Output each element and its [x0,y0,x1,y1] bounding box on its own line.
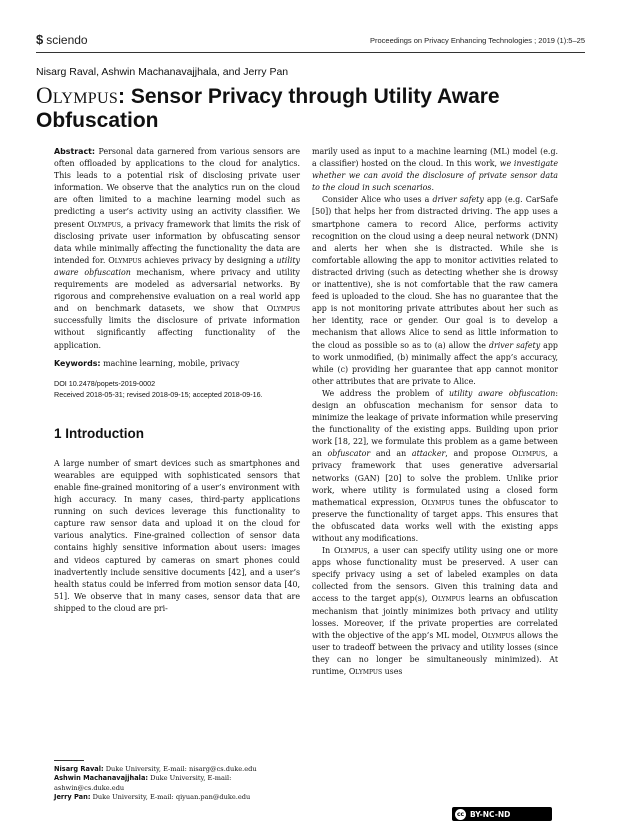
keywords-label: Keywords: [54,358,101,368]
title-olympus: Olympus [36,83,119,108]
right-paragraph-4: In Olympus, a user can specify utility using one or more apps whose functionality must be preserved. A user can specify privacy using a set of labeled examples on data collected from the sensors. Given this training data and access to the target app(s), Olympus learns an obfuscation mechanism that jointly minimizes both privacy and utility losses. Moreover, if the private properties are correlated with the objective of the app’s ML model, Olympus allows the user to tradeoff between the privacy and utility losses (since they can no longer be simultaneously minimized). At runtime, Olympus uses [312,546,558,677]
abstract: Abstract: Personal data garnered from various sensors are often offloaded by applications to the cloud for analytics. This leads to a potential risk of disclosing private user information. We observe that the analytics run on the cloud are often limited to a machine learning model such as predicting a user’s activity using an activity classifier. We present Olympus, a privacy framework that limits the risk of disclosing private user information by obfuscating sensor data while minimally affecting the functionality the data are intended for. Olympus achieves privacy by designing a utility aware obfuscation mechanism, where privacy and utility requirements are modeled as adversarial networks. By rigorous and comprehensive evaluation on a real world app and on benchmark datasets, we show that Olympus successfully limits the disclosure of private information without significantly affecting functionality of the application. [54,147,300,350]
sciendo-s-icon: $ [36,32,44,47]
logo-text: sciendo [46,32,88,47]
footnote-raval: Nisarg Raval: Duke University, E-mail: nisarg@cs.duke.edu [54,765,257,773]
author-list: Nisarg Raval, Ashwin Machanavajjhala, and Jerry Pan [36,66,289,78]
keywords: Keywords: machine learning, mobile, privacy [54,358,240,368]
license-text: BY-NC-ND [470,809,511,819]
author-footnotes [54,765,300,803]
page-header [36,30,585,52]
license-badge[interactable] [452,807,552,821]
sciendo-logo [36,32,88,47]
header-divider [36,52,585,53]
left-column [54,146,300,615]
footnote-rule [54,760,84,761]
cc-icon: cc [456,810,465,818]
journal-citation: Proceedings on Privacy Enhancing Technologies ; 2019 (1):5–25 [369,36,585,45]
right-paragraph-3: We address the problem of utility aware obfuscation: design an obfuscation mechanism for sensor data to minimize the leakage of private information while preserving the functionality of the existing apps. Building upon prior work [18, 22], we formulate this problem as a game between an obfuscator and an attacker, and propose Olympus, a privacy framework that uses generative adversarial networks (GAN) [20] to solve the problem. Unlike prior work, where utility is formulated using a closed form mathematical expression, Olympus tunes the obfuscator to preserve the functionality of target apps. This ensures that the obfuscated data works well with the existing apps without any modifications. [312,388,559,543]
received-dates: Received 2018-05-31; revised 2018-09-15; accepted 2018-09-16. [54,389,263,399]
title-rest: : Sensor Privacy through Utility Aware Obfuscation [36,85,500,132]
paper-title [36,84,586,133]
right-paragraph-1: marily used as input to a machine learning (ML) model (e.g. a classifier) hosted on the cloud. In this work, we investigate whether we can avoid the disclosure of private sensor data to the cloud in such scenarios. [312,147,558,193]
intro-paragraph: A large number of smart devices such as smartphones and wearables are equipped with sophisticated sensors that enable fine-grained monitoring of a user’s environment with high accuracy. In many cases, third-party applications running on such devices leverage this functionality to capture raw sensor data and upload it on the cloud for various analytics. Fine-grained collection of sensor data contains highly sensitive information about users: images and videos captured by cameras on smart phones could inadvertently include sensitive documents [42], and a user’s health status could be inferred from motion sensor data [40, 51]. We observe that in many cases, sensor data that are shipped to the cloud are pri- [54,458,300,613]
section-heading-introduction: 1 Introduction [54,425,144,441]
doi [54,378,300,400]
right-paragraph-2: Consider Alice who uses a driver safety app (e.g. CarSafe [50]) that helps her from distracted driving. The app uses a smartphone camera to record Alice, performs activity recognition on the cloud using a deep neural network (DNN) and alerts her when she is distracted. While she is comfortable allowing the app to monitor activities related to distracted driving (such as detecting whether she is drowsy or inattentive), she is not comfortable that the raw camera feed is uploaded to the cloud. She has no guarantee that the app is not monitoring private attributes about her such as her identity, race or gender. Our goal is to develop a mechanism that allows Alice to send as little information to the cloud as possible so as to (a) allow the driver safety app to work unmodified, (b) minimally affect the app’s accuracy, while (c) providing her guarantee that app cannot monitor other attributes that are private to Alice. [312,195,559,386]
right-column [312,146,558,678]
footnote-pan: Jerry Pan: Duke University, E-mail: qiyuan.pan@duke.edu [54,793,251,802]
abstract-label: Abstract: [54,147,96,156]
footnote-machanavajjhala: Ashwin Machanavajjhala: Duke University, E-mail: ashwin@cs.duke.edu [54,774,232,792]
doi-link[interactable]: DOI 10.2478/popets-2019-0002 [54,378,156,388]
